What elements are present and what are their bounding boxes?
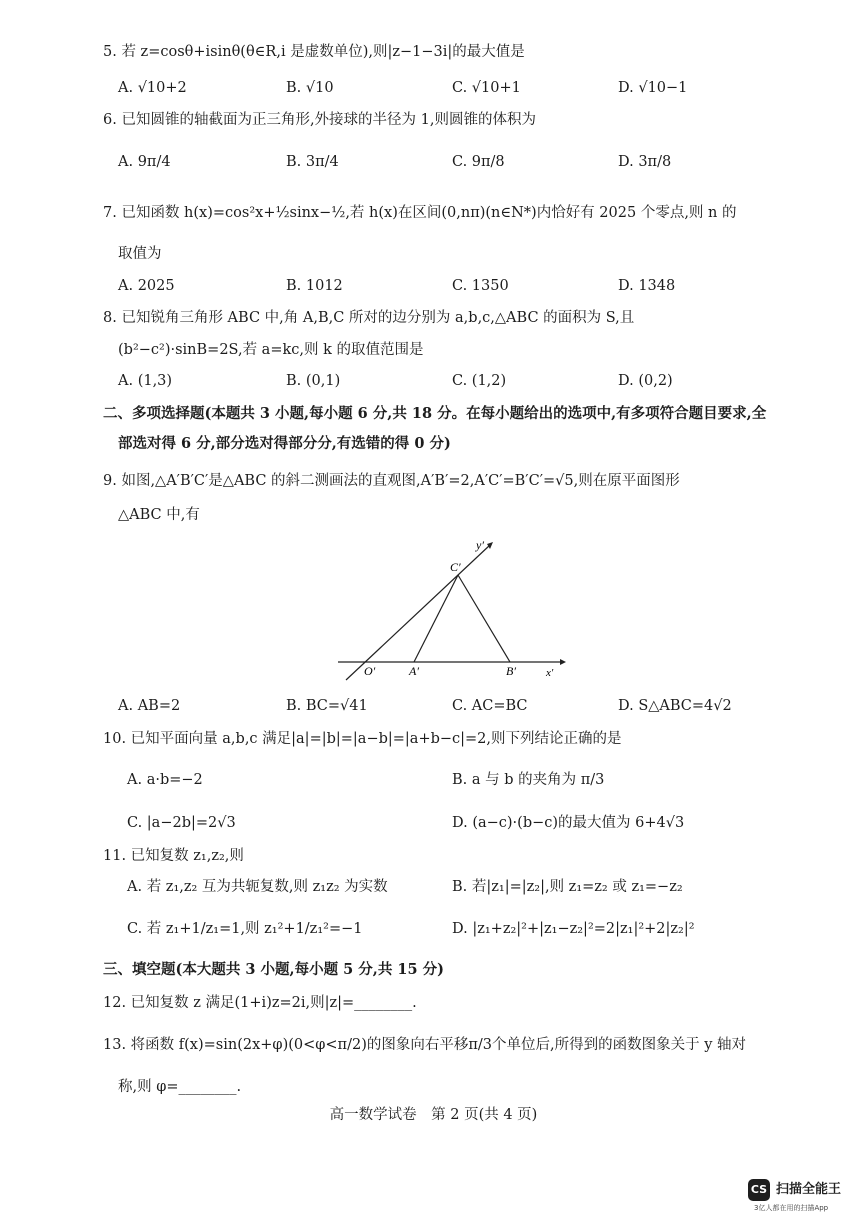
q12-stem: 12. 已知复数 z 满足(1+i)z=2i,则|z|=________. [103,995,417,1011]
q6-option-c: C. 9π/8 [452,154,505,170]
q13-stem-line1: 13. 将函数 f(x)=sin(2x+φ)(0<φ<π/2)的图象向右平移π/3个单位后,所得到的函数图象关于 y 轴对 [103,1037,747,1053]
q5-option-c: C. √10+1 [452,80,521,96]
scanner-logo: CS [748,1179,770,1201]
q8-option-b: B. (0,1) [286,373,341,389]
q11-option-c: C. 若 z₁+1/z₁=1,则 z₁²+1/z₁²=−1 [127,921,363,937]
q8-option-d: D. (0,2) [618,373,673,389]
q7-stem-line1: 7. 已知函数 h(x)=cos²x+½sinx−½,若 h(x)在区间(0,nπ)(n∈N*)内恰好有 2025 个零点,则 n 的 [103,205,737,221]
label-x: x′ [546,667,554,679]
q11-option-a: A. 若 z₁,z₂ 互为共轭复数,则 z₁z₂ 为实数 [127,879,388,895]
oblique-triangle-figure [330,535,570,685]
q13-stem-line2: 称,则 φ=________. [118,1079,242,1095]
q5-stem: 5. 若 z=cosθ+isinθ(θ∈R,i 是虚数单位),则|z−1−3i|的最大值是 [103,44,525,60]
q6-stem: 6. 已知圆锥的轴截面为正三角形,外接球的半径为 1,则圆锥的体积为 [103,112,536,128]
x-axis-arrow [560,659,566,665]
q8-option-a: A. (1,3) [118,373,173,389]
segment-a-c [414,575,458,662]
q7-option-a: A. 2025 [118,278,175,294]
q10-stem: 10. 已知平面向量 a,b,c 满足|a|=|b|=|a−b|=|a+b−c|=2,则下列结论正确的是 [103,731,622,747]
q10-option-a: A. a·b=−2 [127,772,203,788]
page-footer: 高一数学试卷 第 2 页(共 4 页) [329,1107,538,1123]
q9-stem-line1: 9. 如图,△A′B′C′是△ABC 的斜二测画法的直观图,A′B′=2,A′C′=B′C′=√5,则在原平面图形 [103,473,680,489]
q6-option-d: D. 3π/8 [618,154,672,170]
q8-option-c: C. (1,2) [452,373,507,389]
q7-option-c: C. 1350 [452,278,509,294]
label-o: O′ [364,664,376,678]
q10-option-d: D. (a−c)·(b−c)的最大值为 6+4√3 [452,815,685,831]
q6-option-a: A. 9π/4 [118,154,171,170]
section2-title-line2: 部选对得 6 分,部分选对得部分分,有选错的得 0 分) [118,435,451,452]
segment-c-b [458,575,510,662]
q5-option-b: B. √10 [286,80,334,96]
q7-stem-line2: 取值为 [118,246,162,262]
q9-option-d: D. S△ABC=4√2 [618,698,732,714]
scanner-subtitle: 3亿人都在用的扫描App [754,1204,829,1212]
section3-title: 三、填空题(本大题共 3 小题,每小题 5 分,共 15 分) [103,961,444,978]
q10-option-c: C. |a−2b|=2√3 [127,815,236,831]
q9-stem-line2: △ABC 中,有 [118,507,200,523]
q9-option-b: B. BC=√41 [286,698,368,714]
q7-option-b: B. 1012 [286,278,343,294]
section2-title-line1: 二、多项选择题(本题共 3 小题,每小题 6 分,共 18 分。在每小题给出的选项中,有多项符合题目要求,全 [103,405,767,422]
q9-option-a: A. AB=2 [118,698,181,714]
label-a: A′ [409,664,419,678]
q7-option-d: D. 1348 [618,278,676,294]
q8-stem-line1: 8. 已知锐角三角形 ABC 中,角 A,B,C 所对的边分别为 a,b,c,△ABC 的面积为 S,且 [103,310,635,326]
q11-option-d: D. |z₁+z₂|²+|z₁−z₂|²=2|z₁|²+2|z₂|² [452,921,695,937]
q11-option-b: B. 若|z₁|=|z₂|,则 z₁=z₂ 或 z₁=−z₂ [452,879,683,895]
q9-option-c: C. AC=BC [452,698,528,714]
q8-stem-line2: (b²−c²)·sinB=2S,若 a=kc,则 k 的取值范围是 [118,342,424,358]
q5-option-d: D. √10−1 [618,80,688,96]
q5-option-a: A. √10+2 [118,80,187,96]
label-c: C′ [450,560,461,574]
q10-option-b: B. a 与 b 的夹角为 π/3 [452,772,605,788]
q11-stem: 11. 已知复数 z₁,z₂,则 [103,848,244,864]
scanner-title: 扫描全能王 [776,1182,842,1197]
y-axis-arrow [487,542,493,549]
label-y: y′ [476,538,484,552]
y-axis [346,545,490,680]
q6-option-b: B. 3π/4 [286,154,339,170]
label-b: B′ [506,664,516,678]
